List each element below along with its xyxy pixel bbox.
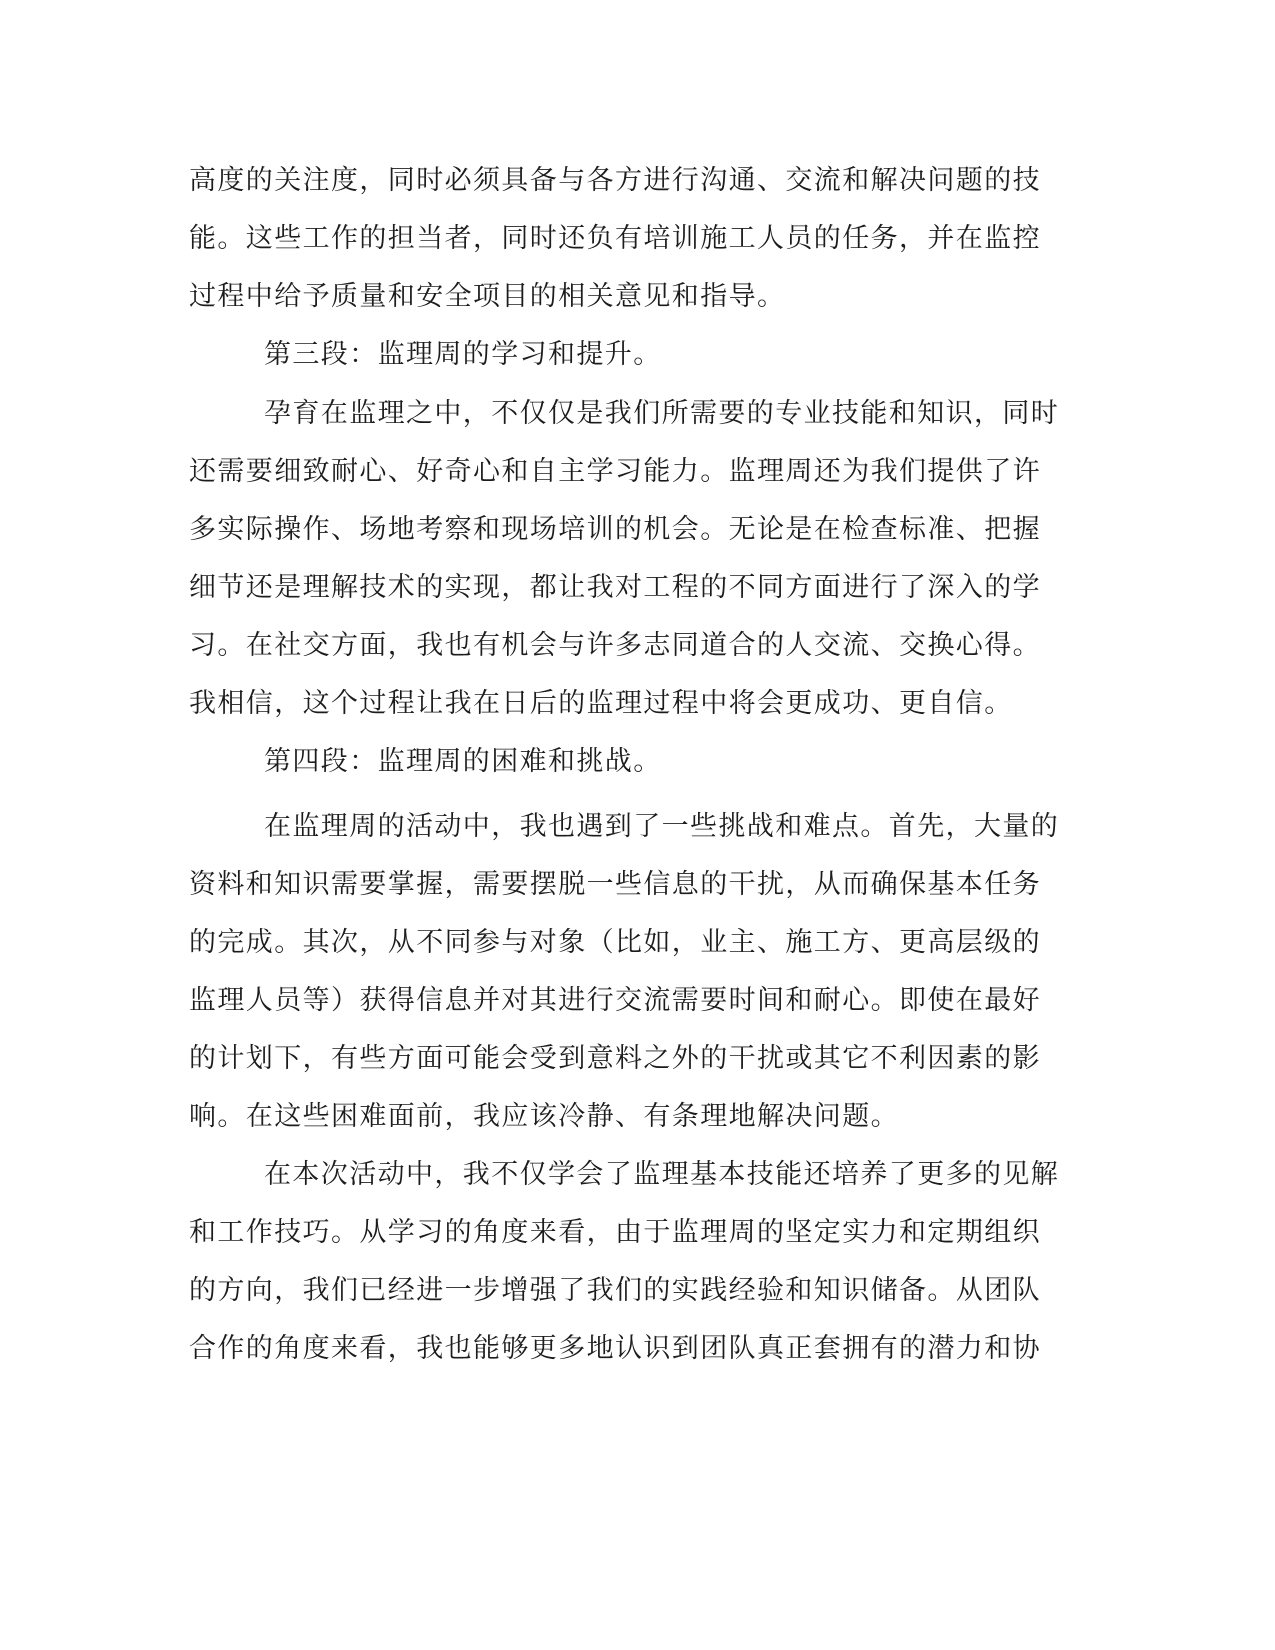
text-line: 能。这些工作的担当者，同时还负有培训施工人员的任务，并在监控	[189, 223, 1041, 254]
text-line: 和工作技巧。从学习的角度来看，由于监理周的坚定实力和定期组织	[189, 1217, 1041, 1248]
text-line: 合作的角度来看，我也能够更多地认识到团队真正套拥有的潜力和协	[189, 1333, 1041, 1364]
text-line: 资料和知识需要掌握，需要摆脱一些信息的干扰，从而确保基本任务	[189, 869, 1041, 900]
text-line: 多实际操作、场地考察和现场培训的机会。无论是在检查标准、把握	[189, 514, 1041, 545]
text-line: 还需要细致耐心、好奇心和自主学习能力。监理周还为我们提供了许	[189, 456, 1041, 487]
text-line: 习。在社交方面，我也有机会与许多志同道合的人交流、交换心得。	[189, 630, 1041, 661]
text-line: 在监理周的活动中，我也遇到了一些挑战和难点。首先，大量的	[264, 811, 1060, 842]
text-line: 监理人员等）获得信息并对其进行交流需要时间和耐心。即使在最好	[189, 985, 1041, 1016]
text-line: 细节还是理解技术的实现，都让我对工程的不同方面进行了深入的学	[189, 572, 1041, 603]
text-line: 的计划下，有些方面可能会受到意料之外的干扰或其它不利因素的影	[189, 1043, 1041, 1074]
text-line: 我相信，这个过程让我在日后的监理过程中将会更成功、更自信。	[189, 688, 1013, 719]
text-line: 的方向，我们已经进一步增强了我们的实践经验和知识储备。从团队	[189, 1275, 1041, 1306]
text-line: 在本次活动中，我不仅学会了监理基本技能还培养了更多的见解	[264, 1159, 1060, 1190]
text-line: 响。在这些困难面前，我应该冷静、有条理地解决问题。	[189, 1101, 899, 1132]
text-line: 孕育在监理之中，不仅仅是我们所需要的专业技能和知识，同时	[264, 398, 1060, 429]
text-line: 高度的关注度，同时必须具备与各方进行沟通、交流和解决问题的技	[189, 165, 1041, 196]
text-line: 的完成。其次，从不同参与对象（比如，业主、施工方、更高层级的	[189, 927, 1041, 958]
section-heading: 第四段：监理周的困难和挑战。	[264, 746, 662, 777]
section-heading: 第三段：监理周的学习和提升。	[264, 339, 662, 370]
text-line: 过程中给予质量和安全项目的相关意见和指导。	[189, 281, 786, 312]
